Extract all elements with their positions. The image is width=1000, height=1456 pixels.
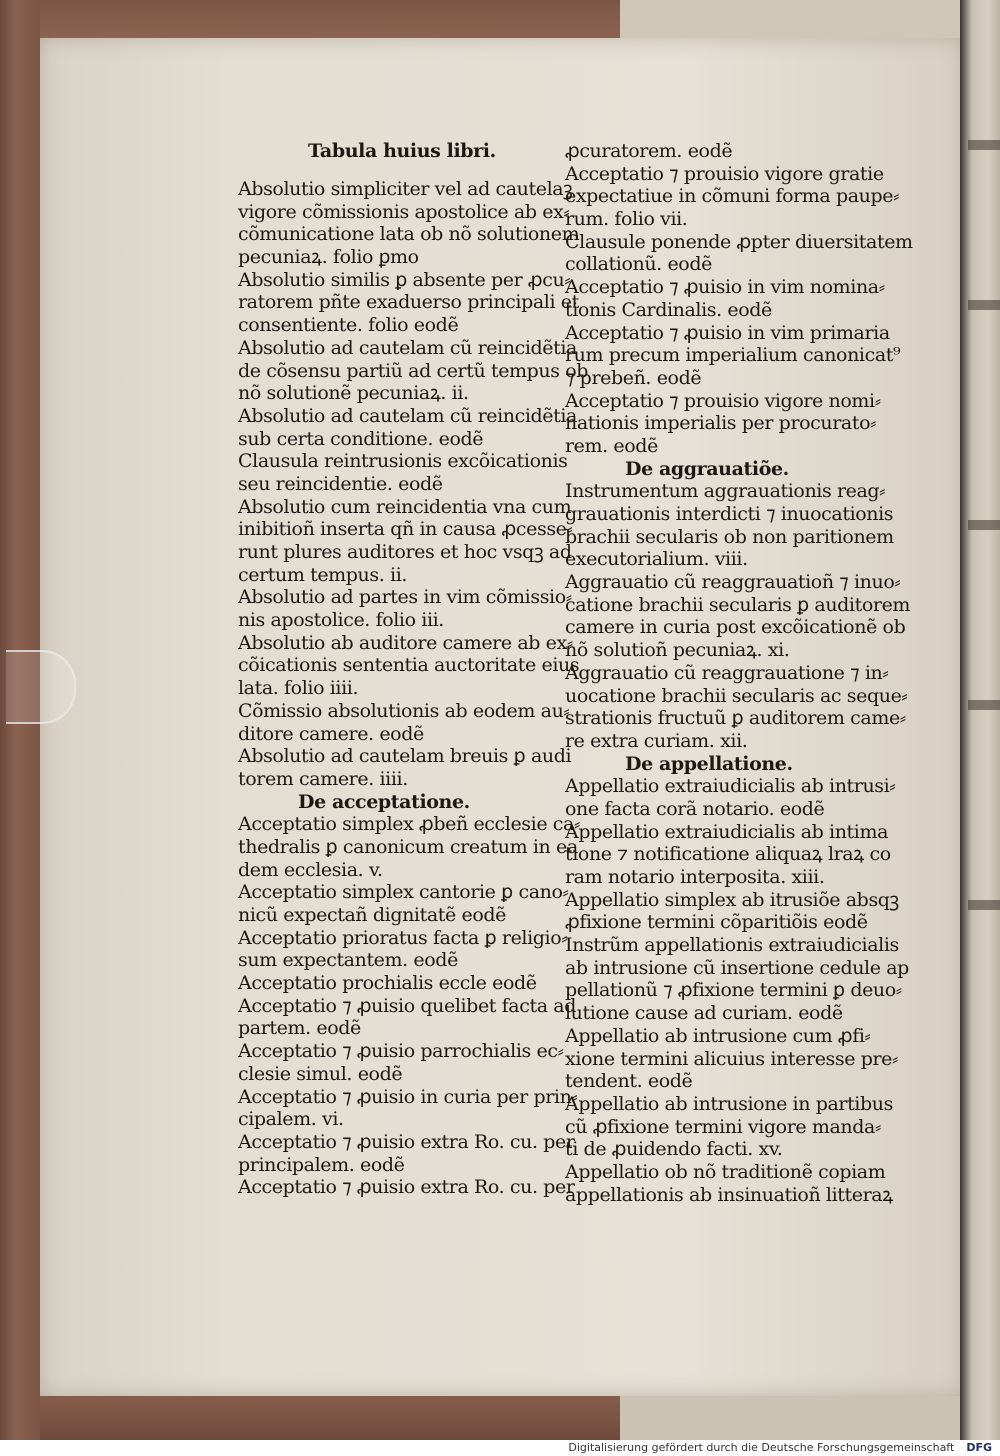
text-line: xione termini alicuius interesse pre⸗ — [565, 1047, 898, 1070]
text-line: nicũ expectañ dignitatẽ eodẽ — [238, 904, 506, 926]
text-line: one facta corã notario. eodẽ — [565, 797, 825, 820]
facing-page-text — [968, 300, 1000, 310]
section-heading: De appellatione. — [625, 752, 793, 775]
text-line: partem. eodẽ — [238, 1017, 361, 1040]
left-entries — [238, 178, 589, 791]
book-cover-bottom — [40, 1390, 640, 1440]
dfg-logo: DFG — [966, 1441, 992, 1454]
text-line: ꝓfixione termini cõparitiõis eodẽ — [565, 911, 868, 934]
text-line: Absolutio ad cautelam breuis ꝑ audi — [238, 745, 572, 768]
text-line: ratorem pñte exaduerso principali et — [238, 291, 579, 314]
text-line: Acceptatio simplex ꝓbeñ ecclesie ca⸗ — [238, 813, 580, 836]
text-line: ab intrusione cũ insertione cedule ap — [565, 956, 909, 979]
text-line: thedralis ꝑ canonicum creatum in ea — [238, 835, 578, 858]
text-line: Instrumentum aggrauationis reag⸗ — [565, 480, 886, 503]
flyleaf-top — [620, 0, 960, 41]
text-line: consentiente. folio eodẽ — [238, 314, 459, 337]
text-line: Absolutio similis ꝑ absente per ꝓcu⸗ — [238, 268, 571, 291]
facing-page-edge — [960, 0, 1000, 1440]
page-clip — [6, 650, 76, 724]
text-line: Clausula reintrusionis excõicationis — [238, 450, 568, 473]
text-line: rem. eodẽ — [565, 434, 658, 457]
text-line: tione ⁊ notificatione aliquaꝝ lraꝝ co — [565, 843, 891, 866]
text-line: Acceptatio ⁊ ꝓuisio parrochialis ec⸗ — [238, 1040, 564, 1063]
text-line: dem ecclesia. v. — [238, 858, 383, 881]
left-entries-2 — [238, 813, 580, 1199]
text-line: collationũ. eodẽ — [565, 253, 712, 276]
text-line: sum expectantem. eodẽ — [238, 949, 458, 972]
facing-page-text — [968, 900, 1000, 910]
text-line: Acceptatio ⁊ ꝓuisio quelibet facta ad — [238, 994, 576, 1017]
page-title: Tabula huius libri. — [308, 140, 496, 162]
text-line: expectatiue in cõmuni forma paupe⸗ — [565, 185, 900, 208]
text-line: ti de ꝓuidendo facti. xv. — [565, 1138, 783, 1161]
book-cover-top — [40, 0, 640, 40]
text-line: rum. folio vii. — [565, 208, 688, 231]
right-entries-3 — [565, 775, 909, 1206]
text-line: cũ ꝓfixione termini vigore manda⸗ — [565, 1115, 881, 1138]
text-line: nõ solutioñ pecuniaꝝ. xi. — [565, 639, 790, 662]
text-line: Appellatio extraiudicialis ab intrusi⸗ — [565, 775, 896, 798]
text-line: Acceptatio ⁊ ꝓuisio in vim primaria — [565, 321, 890, 344]
text-line: Appellatio ab intrusione in partibus — [565, 1092, 893, 1115]
text-line: Clausule ponende ꝓpter diuersitatem — [565, 230, 913, 253]
text-line: Acceptatio ⁊ ꝓuisio in vim nomina⸗ — [565, 276, 885, 299]
text-line: cipalem. vi. — [238, 1108, 344, 1131]
text-line: cõicationis sententia auctoritate eius — [238, 654, 580, 677]
text-line: tionis Cardinalis. eodẽ — [565, 298, 772, 321]
text-line: camere in curia post excõicationẽ ob — [565, 616, 906, 639]
text-line: Absolutio ab auditore camere ab ex⸗ — [238, 631, 573, 654]
footer-bar — [0, 1440, 1000, 1456]
text-line: certum tempus. ii. — [238, 563, 408, 586]
text-line: Acceptatio prioratus facta ꝑ religio⸗ — [238, 926, 568, 949]
text-line: nõ solutionẽ pecuniaꝝ. ii. — [238, 382, 469, 405]
text-line: sub certa conditione. eodẽ — [238, 427, 484, 450]
text-line: executorialium. viii. — [565, 548, 748, 571]
text-line: Instrũm appellationis extraiudicialis — [565, 934, 899, 957]
text-line: re extra curiam. xii. — [565, 729, 748, 752]
text-line: seu reincidentie. eodẽ — [238, 472, 443, 495]
flyleaf-bottom — [620, 1393, 970, 1440]
text-line: vigore cõmissionis apostolice ab ex⸗ — [238, 200, 570, 223]
text-line: Absolutio ad partes in vim cõmissio⸗ — [238, 586, 572, 609]
text-line: Absolutio simpliciter vel ad cautelaꝫ — [238, 178, 573, 200]
text-line: cõmunicatione lata ob nõ solutionem — [238, 223, 580, 246]
text-line: clesie simul. eodẽ — [238, 1062, 403, 1085]
right-column — [565, 140, 913, 1206]
text-line: Appellatio ob nõ traditionẽ copiam — [565, 1160, 886, 1183]
text-line: appellationis ab insinuatioñ litteraꝝ — [565, 1183, 893, 1206]
footer-text: Digitalisierung gefördert durch die Deutsche Forschungsgemeinschaft — [568, 1441, 955, 1454]
text-line: Appellatio extraiudicialis ab intima — [565, 820, 889, 843]
text-line: nationis imperialis per procurato⸗ — [565, 412, 877, 435]
facing-page-text — [968, 140, 1000, 150]
text-line: ram notario interposita. xiii. — [565, 866, 825, 888]
text-line: pellationũ ⁊ ꝓfixione termini ꝑ deuo⸗ — [565, 979, 902, 1002]
text-line: runt plures auditores et hoc vsqꝫ ad — [238, 541, 572, 563]
text-line: Acceptatio ⁊ prouisio vigore gratie — [565, 162, 884, 185]
text-line: nis apostolice. folio iii. — [238, 609, 444, 632]
section-heading: De acceptatione. — [298, 790, 470, 813]
text-line: Acceptatio ⁊ ꝓuisio extra Ro. cu. per — [238, 1176, 575, 1199]
text-line: Aggrauatio cũ reaggrauatione ⁊ in⸗ — [565, 661, 889, 684]
facing-page-text — [968, 520, 1000, 530]
text-line: pecuniaꝝ. folio ꝑmo — [238, 246, 419, 269]
text-line: ditore camere. eodẽ — [238, 722, 424, 745]
text-line: Appellatio simplex ab itrusiõe absqꝫ — [565, 888, 899, 911]
facing-page-text — [968, 700, 1000, 710]
text-line: Absolutio cum reincidentia vna cum — [238, 495, 572, 518]
text-line: Acceptatio simplex cantorie ꝑ cano⸗ — [238, 881, 569, 904]
text-line: Cõmissio absolutionis ab eodem au⸗ — [238, 699, 570, 722]
text-line: principalem. eodẽ — [238, 1153, 405, 1176]
text-line: catione brachii secularis ꝑ auditorem — [565, 593, 911, 616]
right-entries — [565, 140, 913, 458]
text-line: ꝓcuratorem. eodẽ — [565, 140, 733, 162]
text-line: lutione cause ad curiam. eodẽ — [565, 1002, 843, 1025]
text-line: Absolutio ad cautelam cũ reincidẽtia — [238, 404, 577, 427]
text-line: lata. folio iiii. — [238, 677, 359, 700]
text-line: Acceptatio ⁊ ꝓuisio in curia per prin⸗ — [238, 1085, 578, 1108]
section-heading: De aggrauatiõe. — [625, 457, 789, 480]
text-line: torem camere. iiii. — [238, 767, 408, 790]
text-line: Acceptatio ⁊ prouisio vigore nomi⸗ — [565, 389, 881, 412]
text-line: Acceptatio ⁊ ꝓuisio extra Ro. cu. per — [238, 1130, 575, 1153]
text-line: inibitioñ inserta qñ in causa ꝓcesse⸗ — [238, 518, 573, 541]
text-line: uocatione brachii secularis ac seque⸗ — [565, 684, 908, 707]
text-line: strationis fructuũ ꝑ auditorem came⸗ — [565, 707, 906, 730]
text-line: rum precum imperialium canonicat⁹ — [565, 344, 901, 367]
text-line: Aggrauatio cũ reaggrauatioñ ⁊ inuo⸗ — [565, 571, 901, 594]
text-line: ⁊ prebeñ. eodẽ — [565, 366, 702, 389]
right-entries-2 — [565, 480, 911, 752]
text-line: tendent. eodẽ — [565, 1070, 693, 1093]
left-column — [238, 140, 589, 1199]
text-line: Acceptatio prochialis eccle eodẽ — [238, 972, 537, 995]
text-line: brachii secularis ob non paritionem — [565, 525, 894, 548]
text-line: Absolutio ad cautelam cũ reincidẽtia — [238, 336, 577, 359]
text-line: Appellatio ab intrusione cum ꝓfi⸗ — [565, 1024, 871, 1047]
text-line: de cõsensu partiũ ad certũ tempus ob — [238, 359, 589, 382]
text-line: grauationis interdicti ⁊ inuocationis — [565, 503, 894, 525]
